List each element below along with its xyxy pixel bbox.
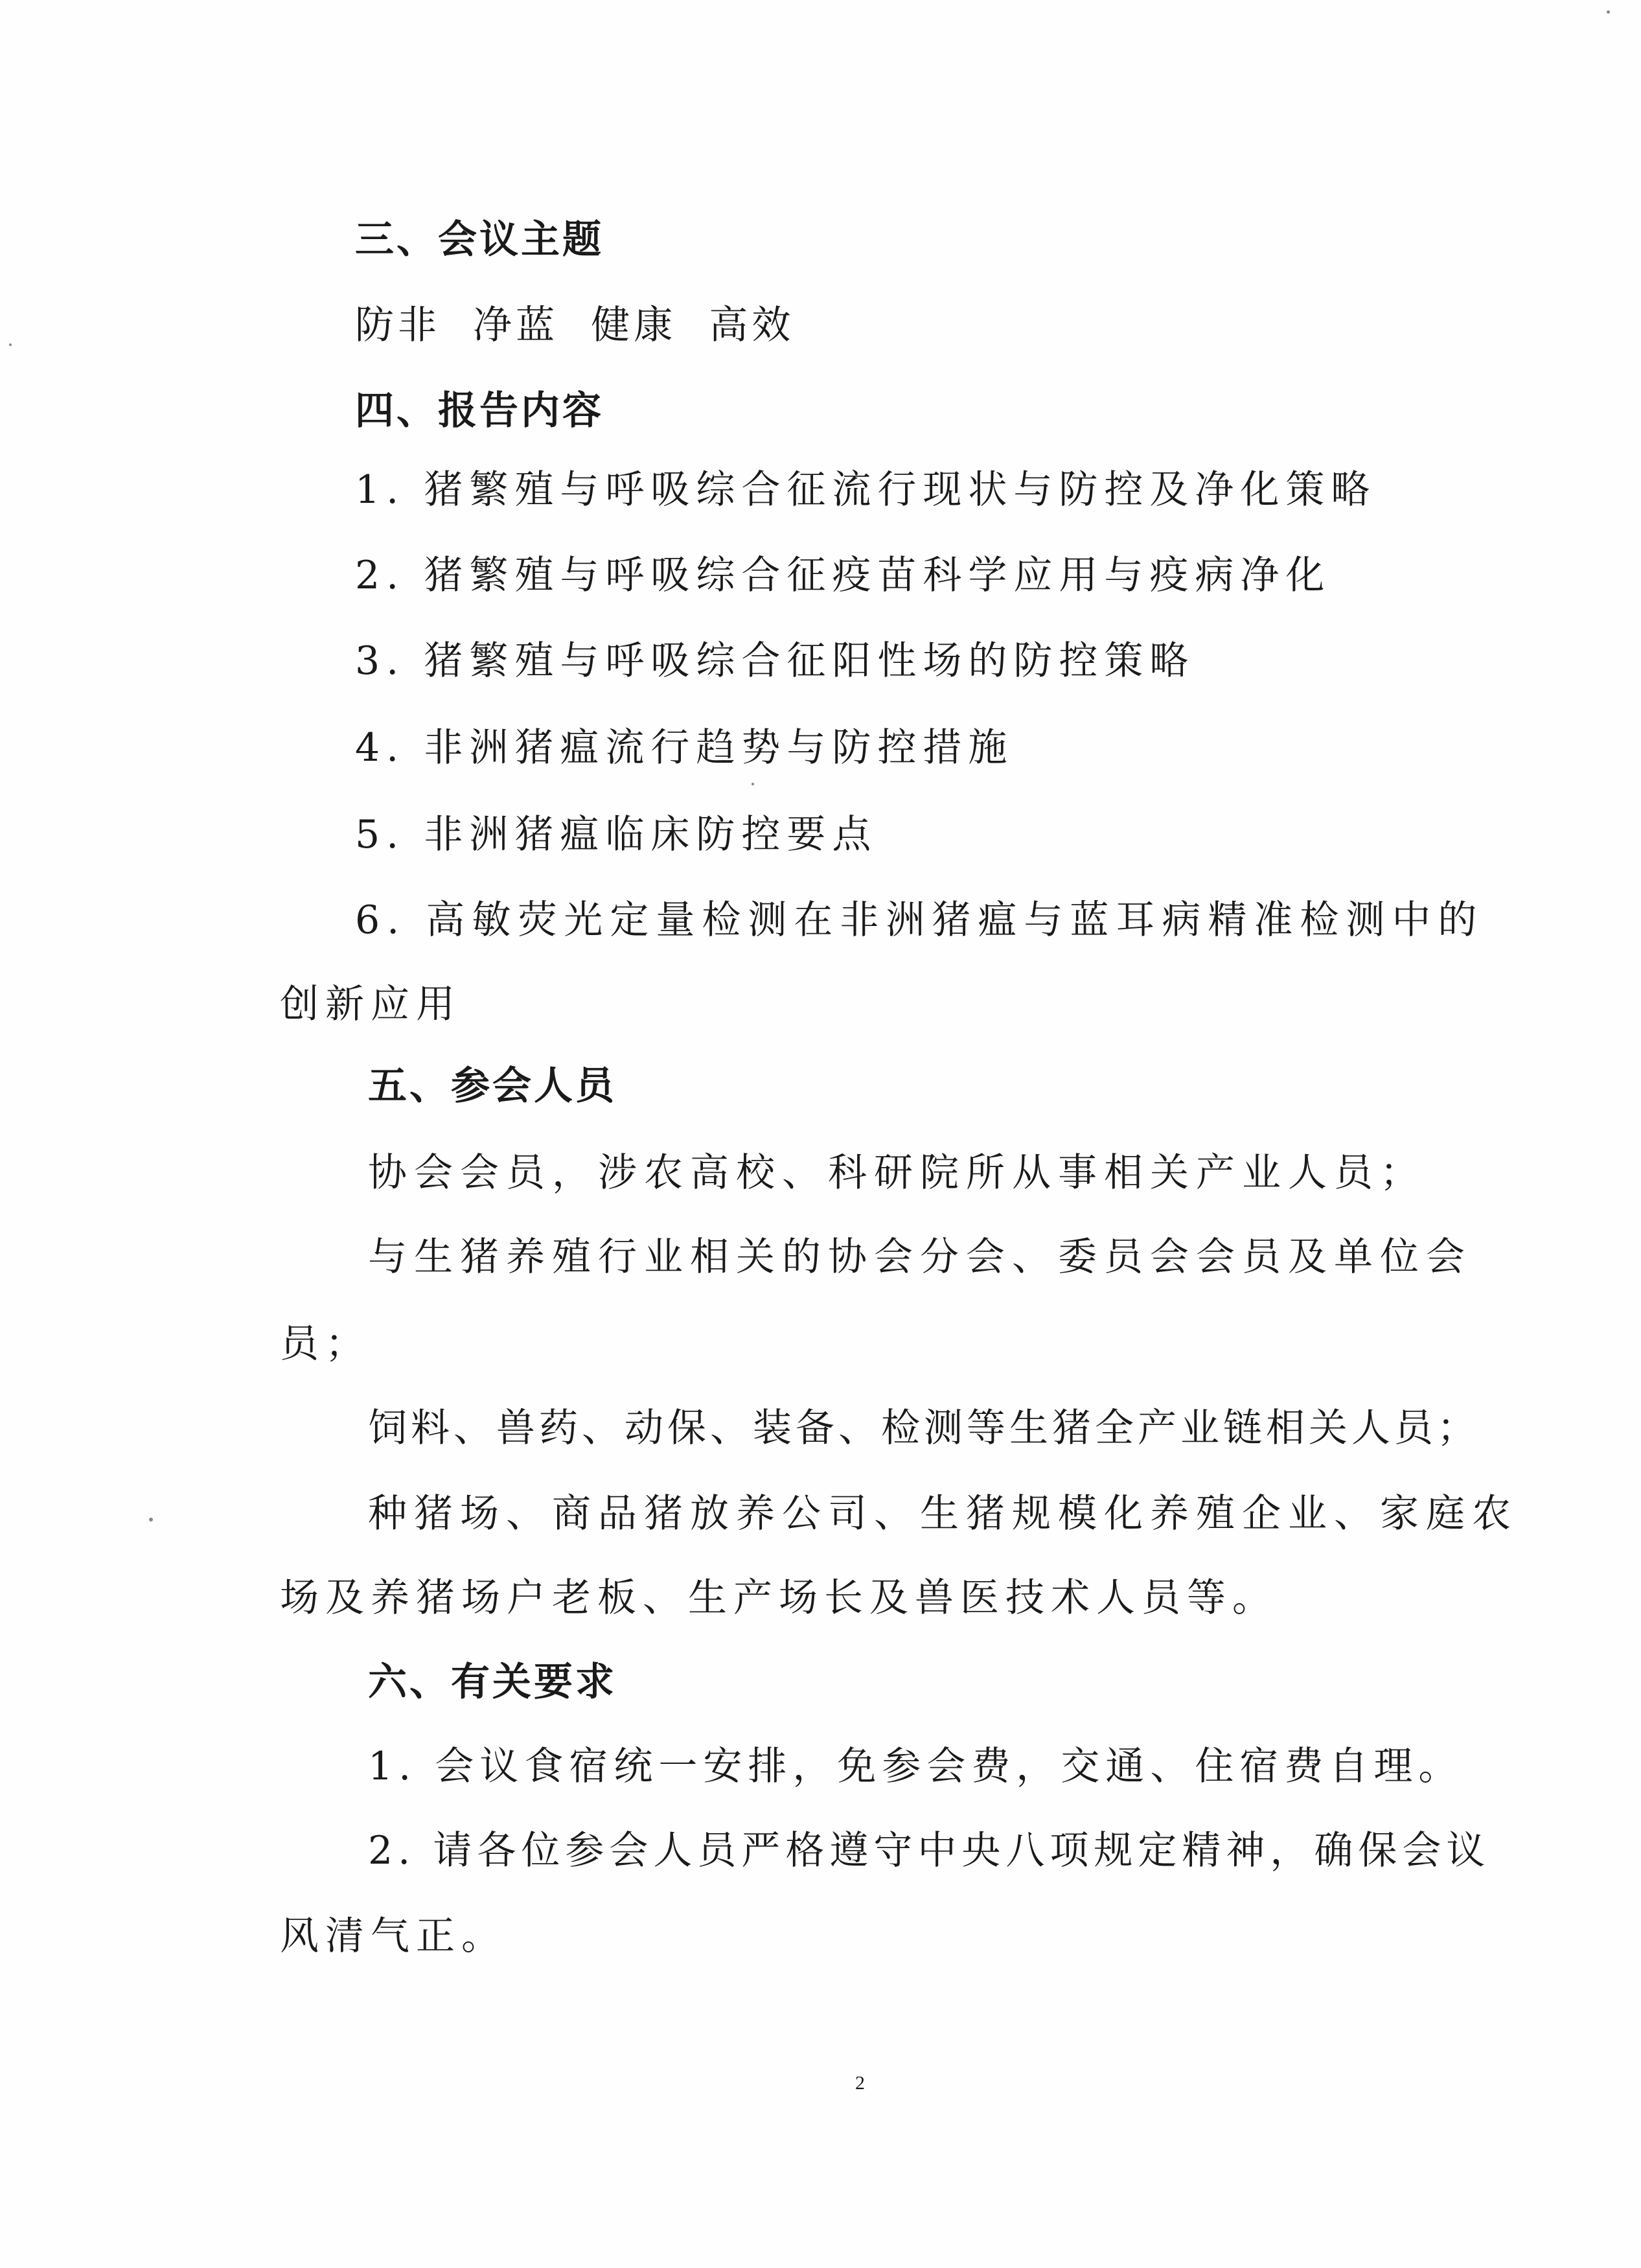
report-item-5: 5. 非洲猪瘟临床防控要点	[355, 812, 878, 857]
section-heading-requirements: 六、有关要求	[368, 1660, 617, 1705]
report-item-6-continued: 创新应用	[280, 982, 461, 1027]
section-heading-report-content: 四、报告内容	[355, 388, 604, 434]
report-item-4: 4. 非洲猪瘟流行趋势与防控措施	[355, 725, 1014, 770]
participants-line-4-continued: 场及养猪场户老板、生产场长及兽医技术人员等。	[280, 1575, 1278, 1621]
page-number: 2	[855, 2072, 865, 2094]
report-item-1: 1. 猪繁殖与呼吸综合征流行现状与防控及净化策略	[355, 467, 1377, 513]
section-heading-participants: 五、参会人员	[368, 1063, 617, 1109]
participants-line-1: 协会会员，涉农高校、科研院所从事相关产业人员；	[368, 1150, 1426, 1196]
participants-line-4: 种猪场、商品猪放养公司、生猪规模化养殖企业、家庭农	[368, 1491, 1518, 1536]
requirement-line-2-continued: 风清气正。	[280, 1914, 507, 1959]
requirement-line-2: 2. 请各位参会人员严格遵守中央八项规定精神，确保会议	[368, 1828, 1491, 1873]
scan-speck	[149, 1518, 153, 1522]
report-item-6: 6. 高敏荧光定量检测在非洲猪瘟与蓝耳病精准检测中的	[355, 897, 1484, 943]
scan-speck	[1607, 10, 1610, 14]
participants-line-3: 饲料、兽药、动保、装备、检测等生猪全产业链相关人员；	[368, 1406, 1480, 1451]
requirement-line-1: 1. 会议食宿统一安排，免参会费，交通、住宿费自理。	[368, 1744, 1463, 1789]
participants-line-2: 与生猪养殖行业相关的协会分会、委员会会员及单位会	[368, 1234, 1472, 1280]
report-item-3: 3. 猪繁殖与呼吸综合征阳性场的防控策略	[355, 638, 1195, 684]
meeting-theme-text: 防非 净蓝 健康 高效	[355, 303, 795, 348]
report-item-2: 2. 猪繁殖与呼吸综合征疫苗科学应用与疫病净化	[355, 553, 1331, 598]
participants-line-2-continued: 员；	[280, 1321, 371, 1367]
scan-speck	[9, 343, 12, 346]
section-heading-meeting-theme: 三、会议主题	[355, 217, 604, 262]
scan-speck	[752, 783, 754, 785]
